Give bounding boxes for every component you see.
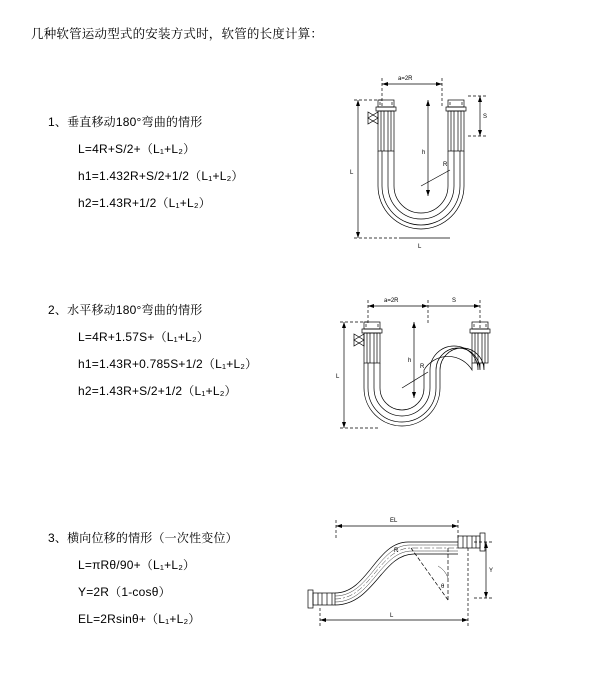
formula-line: h2=1.43R+1/2（L₁+L₂） bbox=[78, 196, 211, 210]
formula-line: L=4R+S/2+（L₁+L₂） bbox=[78, 142, 196, 156]
diagram-horizontal-180-bend bbox=[310, 288, 525, 478]
diagram-svg-2 bbox=[310, 288, 525, 478]
dim-label-a-2r: a=2R bbox=[398, 76, 413, 82]
dim-label-s: S bbox=[483, 114, 488, 120]
dim-label-left-L: L bbox=[336, 374, 340, 380]
section-horizontal-movement bbox=[48, 301, 257, 399]
formula-line: Y=2R（1-cosθ） bbox=[78, 585, 171, 599]
dim-label-theta: θ bbox=[441, 584, 445, 590]
section-heading: 2、水平移动180°弯曲的情形 bbox=[48, 303, 203, 317]
diagram-svg-3 bbox=[298, 508, 513, 638]
formula-line: L=4R+1.57S+（L₁+L₂） bbox=[78, 330, 210, 344]
diagram-svg-1 bbox=[310, 66, 525, 266]
section-heading: 1、垂直移动180°弯曲的情形 bbox=[48, 115, 203, 129]
section-vertical-movement bbox=[48, 113, 244, 211]
section-heading: 3、横向位移的情形（一次性变位） bbox=[48, 531, 238, 545]
diagram-lateral-offset bbox=[298, 508, 513, 638]
dim-label-R: R bbox=[420, 364, 425, 370]
dim-label-s: S bbox=[452, 298, 457, 304]
diagram-vertical-180-bend bbox=[310, 66, 525, 266]
dim-label-bottom-L: L bbox=[390, 613, 394, 619]
formula-line: h2=1.43R+S/2+1/2（L₁+L₂） bbox=[78, 384, 237, 398]
page-title: 几种软管运动型式的安装方式时，软管的长度计算： bbox=[31, 27, 324, 41]
dim-label-EL: EL bbox=[390, 518, 398, 524]
formula-line: L=πRθ/90+（L₁+L₂） bbox=[78, 558, 196, 572]
dim-label-bottom-L: L bbox=[418, 244, 422, 250]
dim-label-h: h bbox=[408, 358, 412, 364]
dim-label-R: R bbox=[443, 162, 448, 168]
dim-label-a-2r: a=2R bbox=[384, 298, 399, 304]
section-lateral-offset bbox=[48, 529, 238, 627]
dim-label-left-L: L bbox=[350, 170, 354, 176]
dim-label-h: h bbox=[422, 150, 426, 156]
formula-line: h1=1.432R+S/2+1/2（L₁+L₂） bbox=[78, 169, 244, 183]
formula-line: h1=1.43R+0.785S+1/2（L₁+L₂） bbox=[78, 357, 258, 371]
formula-line: EL=2Rsinθ+（L₁+L₂） bbox=[78, 612, 201, 626]
dim-label-Y: Y bbox=[489, 568, 494, 574]
dim-label-R: R bbox=[394, 548, 399, 554]
